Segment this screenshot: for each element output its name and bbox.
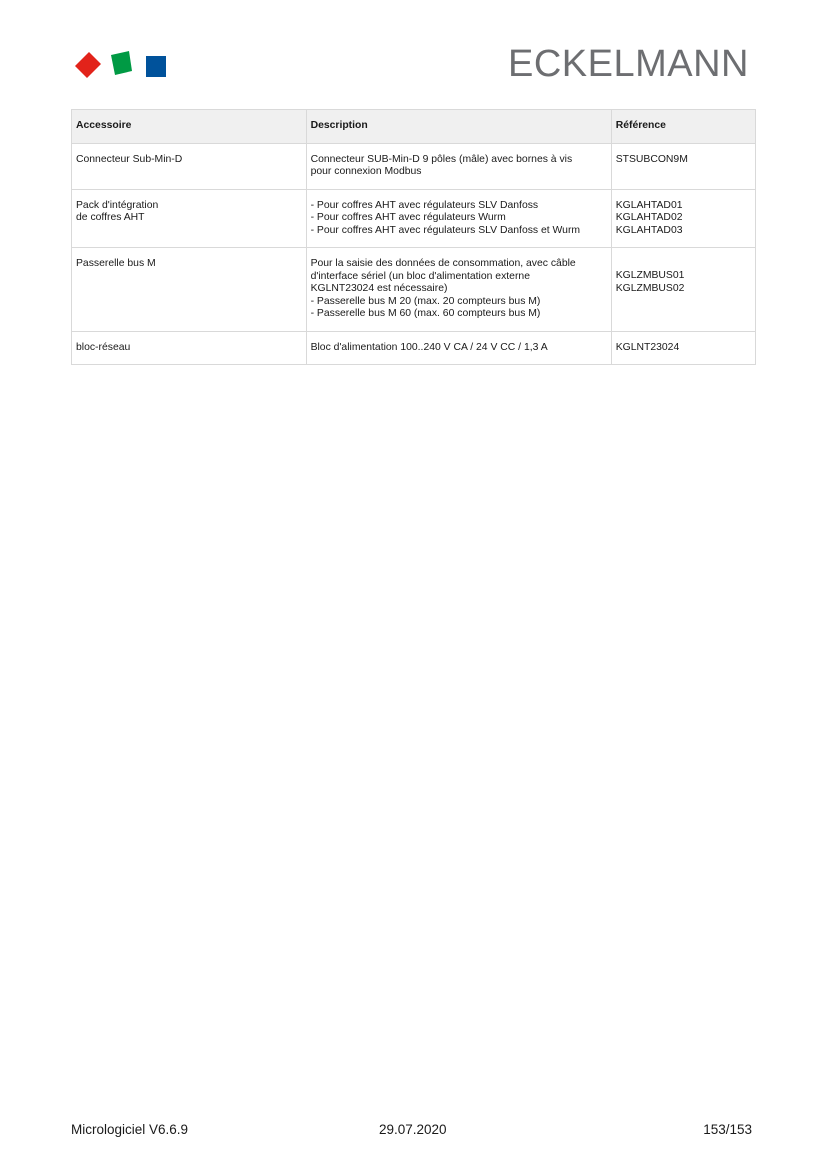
- description-cell: [306, 248, 611, 332]
- reference-code: STSUBCON9M: [615, 153, 688, 165]
- logo-green-diamond: [111, 51, 132, 75]
- accessories-table: [71, 109, 756, 365]
- description-line: Bloc d'alimentation 100..240 V CA / 24 V CC / 1,3 A: [310, 341, 548, 353]
- reference-cell: [611, 248, 755, 332]
- accessory-text: Passerelle bus M: [76, 258, 156, 269]
- footer-date: 29.07.2020: [379, 1122, 447, 1137]
- column-header-description: Description: [306, 110, 611, 144]
- reference-code: KGLAHTAD03: [615, 224, 683, 236]
- description-line: Connecteur SUB-Min-D 9 pôles (mâle) avec bornes à vis: [310, 153, 573, 165]
- accessory-text: Connecteur Sub-Min-D: [76, 153, 183, 165]
- description-line: - Passerelle bus M 20 (max. 20 compteurs bus M): [310, 295, 541, 307]
- column-header-accessory: Accessoire: [72, 110, 307, 144]
- reference-code: KGLAHTAD01: [615, 199, 683, 211]
- description-line: - Pour coffres AHT avec régulateurs SLV Danfoss: [310, 199, 539, 211]
- accessory-text: bloc-réseau: [76, 341, 131, 353]
- accessory-cell: [72, 189, 307, 248]
- reference-cell: [611, 189, 755, 248]
- description-line: d'interface sériel (un bloc d'alimentation externe: [310, 270, 530, 282]
- description-line: - Pour coffres AHT avec régulateurs Wurm: [310, 212, 506, 223]
- reference-cell: [611, 331, 755, 365]
- footer-page-number: 153/153: [703, 1122, 752, 1137]
- reference-code: KGLNT23024: [615, 341, 680, 353]
- table-header-row: [72, 110, 756, 144]
- reference-code: KGLAHTAD02: [615, 212, 683, 223]
- column-header-reference: Référence: [611, 110, 755, 144]
- description-line: - Pour coffres AHT avec régulateurs SLV Danfoss et Wurm: [310, 224, 581, 236]
- accessory-cell: [72, 248, 307, 332]
- logo-blue-square: [146, 56, 166, 77]
- footer-software-version: Micrologiciel V6.6.9: [71, 1122, 189, 1137]
- accessory-text: de coffres AHT: [76, 212, 145, 223]
- table-row: [72, 331, 756, 365]
- reference-cell: [611, 143, 755, 189]
- description-line: KGLNT23024 est nécessaire): [310, 283, 448, 294]
- table-row: [72, 143, 756, 189]
- accessory-text: Pack d'intégration: [76, 199, 159, 211]
- description-line: - Passerelle bus M 60 (max. 60 compteurs bus M): [310, 308, 541, 319]
- description-line: Pour la saisie des données de consommation, avec câble: [310, 258, 576, 269]
- reference-code: KGLZMBUS02: [615, 282, 685, 294]
- eckelmann-logo: [72, 46, 168, 78]
- logo-red-diamond: [75, 52, 101, 78]
- table-row: [72, 248, 756, 332]
- accessory-cell: [72, 143, 307, 189]
- description-cell: [306, 143, 611, 189]
- description-cell: [306, 331, 611, 365]
- brand-name: ECKELMANN: [508, 43, 749, 85]
- reference-code: KGLZMBUS01: [615, 270, 685, 281]
- description-cell: [306, 189, 611, 248]
- accessory-cell: [72, 331, 307, 365]
- table-row: [72, 189, 756, 248]
- description-line: pour connexion Modbus: [310, 166, 422, 177]
